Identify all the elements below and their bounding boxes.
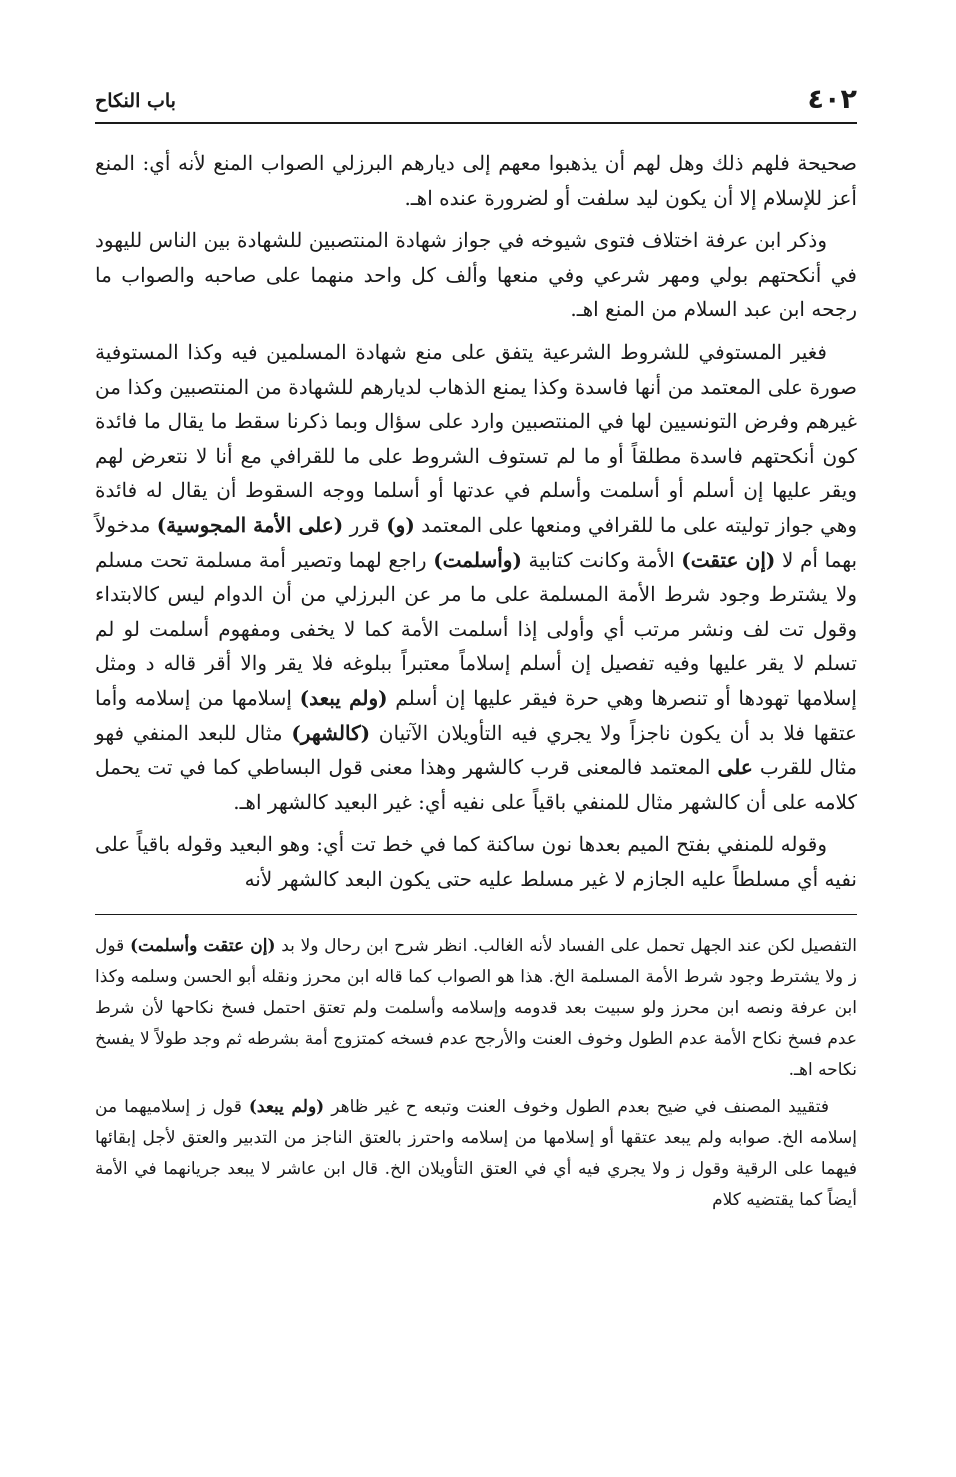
bold-citation: (إن عتقت) [681,547,776,572]
bold-citation: (على الأمة المجوسية) [156,512,344,537]
footnote-paragraph [95,1092,857,1216]
text-run: التفصيل لكن عند الجهل تحمل على الفساد لأنه الغالب. انظر شرح ابن رحال ولا بد [275,936,857,957]
text-run: وذكر ابن عرفة اختلاف فتوى شيوخه في جواز شهادة المنتصبين للشهادة بين الناس لليهود في أنكحتهم بولي ومهر شرعي وفي منعها وألف كل واحد منهما على صاحبه والصواب ما رجحه ابن عبد السلام من المنع اهـ. [95,228,857,322]
text-run: صحيحة فلهم ذلك وهل لهم أن يذهبوا معهم إلى ديارهم البرزلي الصواب المنع لأنه أي: المنع أعز للإسلام إلا أن يكون ليد سلفت أو لضرورة عنده اهـ. [95,151,857,210]
bold-citation: على [717,755,753,780]
text-run: قول ز ولا يشترط وجود شرط الأمة المسلمة الخ. هذا هو الصواب كما قاله ابن محرز ونقله أبو الحسن وسلمه وكذا ابن عرفة ونصه ابن محرز ولو سبيت بعد قدومه وإسلامه وأسلمت ولم تعتق احتمل فسخ نكاحها لأن شرط عدم فسخ نكاح الأمة عدم الطول وخوف العنت والأرجح عدم فسخه كمتزوج أمة بشرطه ثم وجد طولاً لا يفسخ نكاحه اهـ. [95,936,857,1081]
text-run: قول ز إسلاميهما من إسلامه الخ. صوابه ولم يبعد عتقها أو إسلامها من إسلامه واحترز بالعتق الناجز من التدبير والعتق لأجل إبقائها فيهما على الرقية وقول ز ولا يجري فيه أي في العتق التأويلان الخ. قال ابن عاشر لا يبعد جريانهما في الأمة أيضاً كما يقتضيه كلام [95,1097,857,1211]
bold-citation: (إن عتقت وأسلمت) [129,936,276,957]
bold-citation: (ولم يبعد) [299,685,388,710]
text-run: الأمة وكانت كتابية [521,547,682,572]
bold-citation: (وأسلمت) [433,547,522,572]
text-run: قرر [343,512,387,537]
paragraph [95,223,857,327]
text-run: فتقييد المصنف في ضيح بعدم الطول وخوف العنت وتبعه ح غير ظاهر [324,1097,829,1118]
paragraph [95,827,857,896]
running-title: باب النكاح [95,90,176,112]
text-run: وقوله للمنفي بفتح الميم بعدها نون ساكنة كما في خط تت أي: وهو البعيد وقوله باقياً على نفيه أي مسلطاً عليه الجازم لا غير مسلط عليه حتى يكون البعد كالشهر لأنه [95,832,857,891]
paragraph [95,146,857,215]
text-run: المعتمد فالمعنى قرب كالشهر وهذا معنى قول البساطي كما في تت يحمل كلامه على أن كالشهر مثال للمنفي باقياً على نفيه أي: غير البعيد كالشهر اهـ. [95,755,857,814]
text-run: مدخولاً بهما أم لا [95,512,858,572]
page-number: ٤٠٢ [807,84,857,115]
bold-citation: (ولم يبعد) [248,1097,325,1118]
paragraph [95,335,857,819]
text-run: راجع لهما وتصير أمة مسلمة تحت مسلم ولا يشترط وجود شرط الأمة المسلمة على ما مر عن البرزلي من أن الدوام ليس كالابتداء وقول تت لف ونشر مرتب أي وأولى إذا أسلمت الأمة كما لا يخفى ومفهوم أسلمت لو لم تسلم لا يقر عليها وفيه تفصيل إن أسلم إسلاماً معتبراً ببلوغه فلا يقر والا أقر قاله د ومثل إسلامها تهودها أو تنصرها وهي حرة فيقر عليها إن أسلم [95,547,857,710]
bold-citation: (كالشهر) [291,720,371,745]
text-run: إسلامها من إسلامه وأما عتقها فلا بد أن يكون ناجزاً ولا يجري فيه التأويلان الآتيان [95,685,857,745]
text-run: مثال للبعد المنفي فهو مثال للقرب [95,720,857,780]
main-text [95,146,857,896]
page-header [95,78,857,124]
footnotes [95,931,857,1216]
document-page [95,78,857,1222]
footnote-separator [95,914,857,915]
footnote-paragraph [95,931,857,1086]
bold-citation: (و) [386,512,415,537]
text-run: فغير المستوفي للشروط الشرعية يتفق على منع شهادة المسلمين فيه وكذا المستوفية صورة على المعتمد من أنها فاسدة وكذا يمنع الذهاب لديارهم للشهادة من المنتصبين وكذا من غيرهم وفرض التونسيين لها في المنتصبين وارد على سؤال وبما ذكرنا سقط ما يقال ما فائدة كون أنكحتهم فاسدة مطلقاً أو ما لم تستوف الشروط على ما للقرافي مع أنا لا نتعرض لهم ويقر عليها إن أسلم أو أسلمت وأسلم في عدتها أو أسلما ووجه السقوط أن يقال له فائدة وهي جواز توليته على ما للقرافي ومنعها على المعتمد [95,339,858,537]
